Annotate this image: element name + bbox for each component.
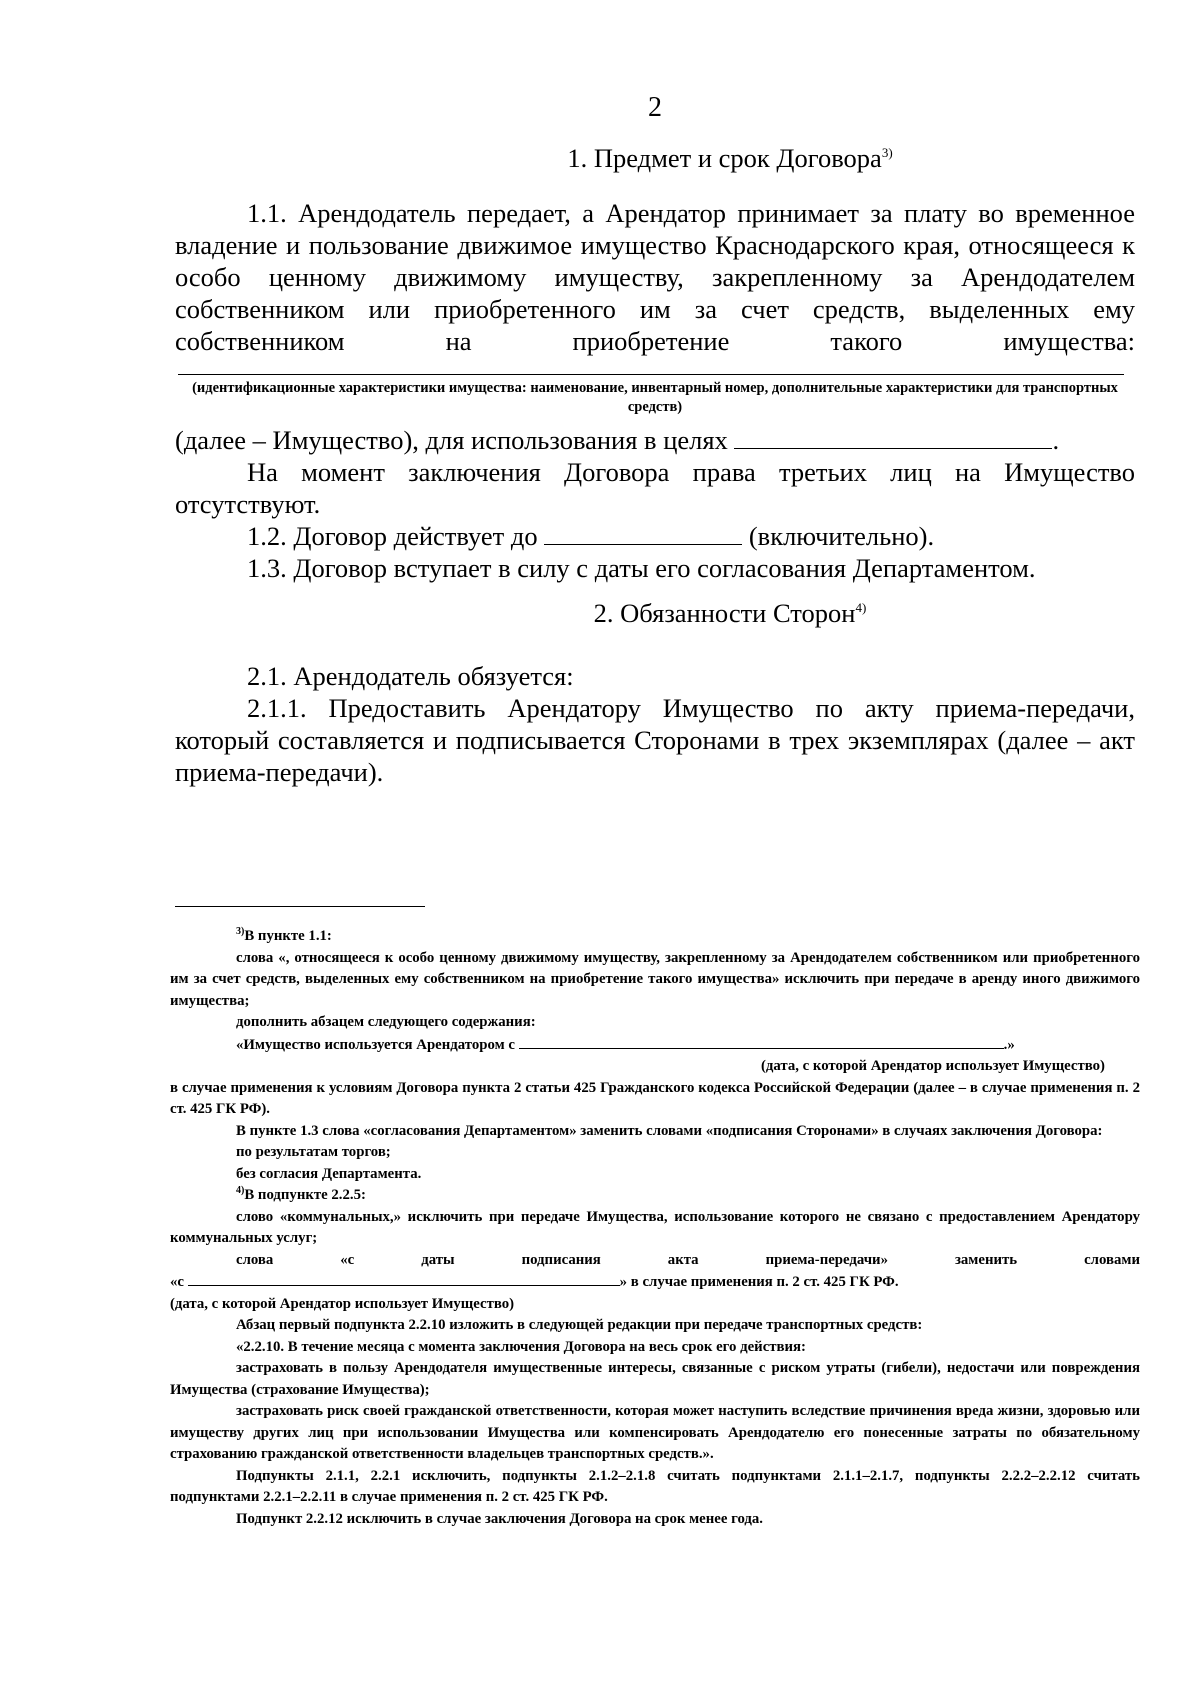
footnote-3-date-blank — [519, 1034, 1004, 1049]
footnote-3-para-f: по результатам торгов; — [236, 1144, 391, 1160]
footnote-3-para-b: дополнить абзацем следующего содержания: — [236, 1014, 536, 1030]
footnote-separator — [175, 906, 425, 907]
section-1-body — [175, 197, 1135, 357]
purpose-end: . — [1052, 425, 1060, 455]
purpose-line — [175, 424, 1135, 456]
footnote-3-para-g: без согласия Департамента. — [236, 1165, 422, 1182]
purpose-blank — [734, 426, 1052, 449]
footnote-3-heading-text: В пункте 1.1: — [244, 928, 332, 944]
footnote-4-date-caption: (дата, с которой Арендатор использует Имущество) — [170, 1295, 515, 1312]
clause-1-2 — [175, 520, 1135, 552]
footnote-4-para-c — [170, 1271, 1140, 1294]
footnote-4-mark: 4) — [236, 1185, 245, 1197]
clause-2-1-1: 2.1.1. Предоставить Арендатору Имущество по акту приема-передачи, который составляется и подписывается Сторонами в трех экземплярах (далее – акт приема-передачи). — [175, 693, 1135, 787]
footnote-4-para-g: застраховать риск своей гражданской ответственности, которая может наступить вследствие причинения вреда жизни, здоровью или имуществу других лиц при использовании Имущества или компенсировать Арендодателю его понесенные затраты по обязательному страхованию гражданской ответственности владельцев транспортных средств.». — [170, 1403, 1140, 1462]
section-2 — [175, 597, 1135, 629]
footnote-3-date-caption: (дата, с которой Арендатор использует Имущество) — [760, 1058, 1105, 1074]
footnote-3-mark: 3) — [236, 926, 245, 938]
footnote-4-para-i: Подпункт 2.2.12 исключить в случае заключения Договора на срок менее года. — [236, 1510, 764, 1527]
footnote-3-para-a: слова «, относящееся к особо ценному движимому имуществу, закрепленному за Арендодателем собственником или приобретенного им за счет средств, выделенных ему собственником на приобретение такого имущества» исключить при передаче в аренду иного движимого имущества; — [170, 949, 1140, 1009]
clause-1-2-end: (включительно). — [748, 521, 935, 551]
footnote-3-para-c — [170, 1034, 1140, 1057]
section-2-title-text: 2. Обязанности Сторон — [593, 598, 856, 628]
third-party-rights: На момент заключения Договора права третьих лиц на Имущество отсутствуют. — [175, 457, 1135, 519]
page-number: 2 — [648, 92, 662, 123]
footnote-4-para-a: слово «коммунальных,» исключить при передаче Имущества, использование которого не связано с предоставлением Арендатору коммунальных услуг; — [170, 1208, 1140, 1246]
footnote-3-para-d: в случае применения к условиям Договора пункта 2 статьи 425 Гражданского кодекса Российской Федерации (далее – в случае применения п. 2 ст. 425 ГК РФ). — [170, 1079, 1140, 1117]
footnote-3-para-c-start: «Имущество используется Арендатором с — [236, 1036, 515, 1053]
section-1 — [175, 142, 1135, 174]
footnote-3-para-c-end: .» — [1003, 1036, 1015, 1053]
section-2-body — [175, 660, 1135, 788]
footnote-4-date-blank — [188, 1271, 620, 1286]
footnote-3-heading — [170, 926, 1140, 948]
section-2-title — [175, 597, 1135, 629]
purpose-text: (далее – Имущество), для использования в целях — [175, 425, 728, 455]
footnote-4-para-e: «2.2.10. В течение месяца с момента заключения Договора на весь срок его действия: — [236, 1338, 806, 1355]
footnote-ref-3: 3) — [881, 145, 893, 161]
footnote-4-para-h: Подпункты 2.1.1, 2.2.1 исключить, подпункты 2.1.2–2.1.8 считать подпунктами 2.1.1–2.1.7, подпункты 2.2.2–2.2.12 считать подпунктами 2.2.1–2.2.11 в случае применения п. 2 ст. 425 ГК РФ. — [170, 1467, 1140, 1505]
section-1-title — [175, 142, 1135, 174]
clause-1-3: 1.3. Договор вступает в силу с даты его согласования Департаментом. — [247, 553, 1036, 583]
footnote-4-para-d: Абзац первый подпункта 2.2.10 изложить в следующей редакции при передаче транспортных средств: — [236, 1317, 923, 1333]
clause-1-2-start: 1.2. Договор действует до — [247, 521, 538, 551]
footnote-4-para-b: слова «с даты подписания акта приема-передачи» заменить словами — [236, 1251, 1140, 1268]
footnote-4-para-c-end: » в случае применения п. 2 ст. 425 ГК РФ. — [619, 1274, 899, 1290]
clause-2-1: 2.1. Арендодатель обязуется: — [247, 661, 574, 691]
property-caption: (идентификационные характеристики имущества: наименование, инвентарный номер, дополнительные характеристики для транспортных средств) — [192, 380, 1118, 415]
footnotes — [170, 926, 1140, 1530]
clause-1-1: 1.1. Арендодатель передает, а Арендатор принимает за плату во временное владение и пользование движимое имущество Краснодарского края, относящееся к особо ценному движимому имуществу, закрепленному за Арендодателем собственником или приобретенного им за счет средств, выделенных ему собственником на приобретение такого имущества: — [175, 198, 1135, 356]
section-1-title-text: 1. Предмет и срок Договора — [567, 143, 882, 173]
footnote-4-heading-text: В подпункте 2.2.5: — [244, 1187, 366, 1203]
footnote-4-para-c-start: «с — [170, 1274, 184, 1290]
section-1-body-2 — [175, 424, 1135, 584]
footnote-ref-4: 4) — [855, 600, 867, 616]
term-end-blank — [544, 522, 742, 545]
footnote-4-para-f: застраховать в пользу Арендодателя имущественные интересы, связанные с риском утраты (гибели), недостачи или повреждения Имущества (страхование Имущества); — [170, 1360, 1140, 1398]
footnote-4-heading — [170, 1185, 1140, 1207]
footnote-3-para-e: В пункте 1.3 слова «согласования Департаментом» заменить словами «подписания Сторонами» в случаях заключения Договора: — [236, 1122, 1103, 1139]
property-blank-line — [178, 374, 1124, 375]
